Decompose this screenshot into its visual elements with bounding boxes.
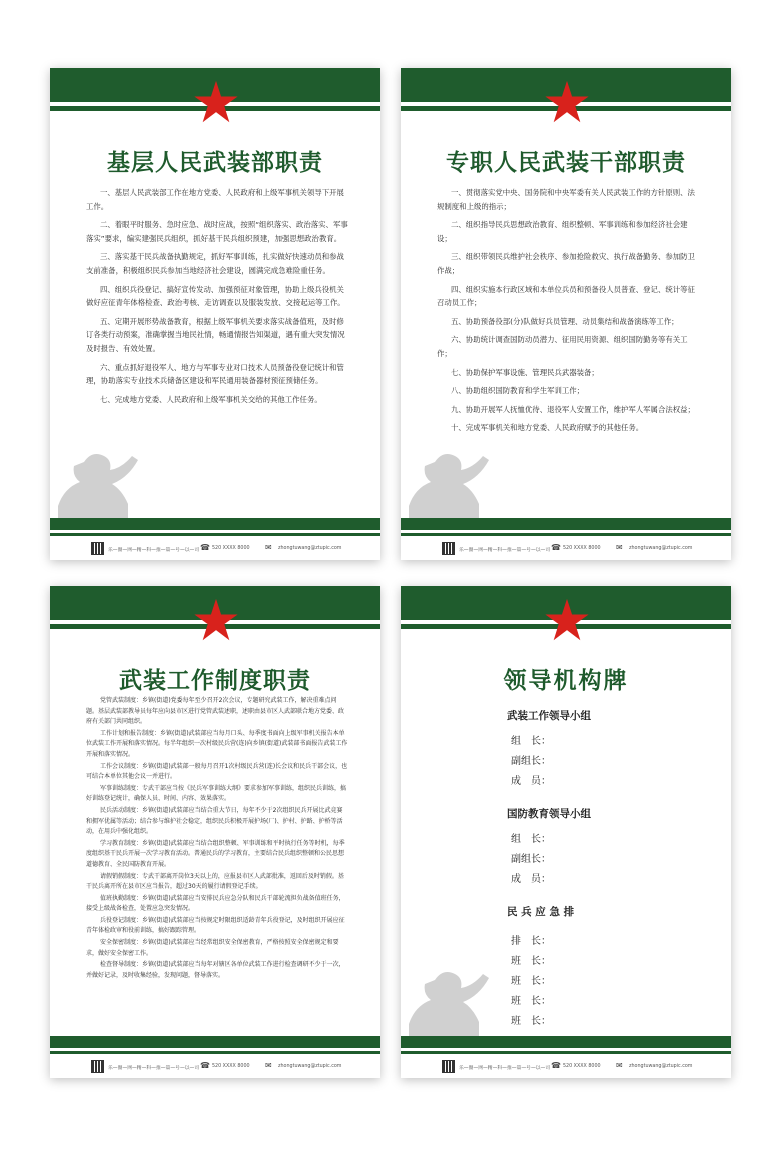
- qr-code-icon: [92, 1061, 103, 1072]
- duty-item: 五、定期开展形势战备教育，根据上级军事机关要求落实战备值班，及时修订各类行动预案，准确掌握当地民社情，畅通情报告知渠道，遇有重大突发情况及时报告、有效处置。: [86, 316, 345, 353]
- phone-icon: ☎: [551, 543, 561, 552]
- poster-title: 领导机构牌: [503, 668, 629, 694]
- poster-armed-dept-duties: [50, 68, 380, 560]
- system-item: 工作计划和报告制度：乡镇(街道)武装部应当每月口头、每季度书面向上级军事机关报告本单位武装工作开展和落实情况。每半年组织一次村级民兵营(连)向乡镇(街道)武装部书面报告武装工作开展和落实情况。: [86, 729, 348, 758]
- duty-item: 一、基层人民武装部工作在地方党委、人民政府和上级军事机关领导下开展工作。: [86, 188, 344, 211]
- phone-icon: ☎: [551, 1061, 561, 1070]
- qr-code-icon: [443, 543, 454, 554]
- footer: [50, 1057, 380, 1078]
- duty-item: 四、组织兵役登记、搞好宣传发动、加强预征对象管理，协助上级兵役机关做好应征青年体格检查、政治考核、走访调查以及服装发放、交接起运等工作。: [86, 284, 345, 308]
- footer-email: zhongtuwang@ztupic.com: [278, 1064, 342, 1069]
- member-row: 班 长：: [511, 996, 551, 1007]
- member-row: 排 长：: [511, 936, 551, 947]
- duty-item: 二、组织指导民兵思想政治教育、组织整顿、军事训练和参加经济社会建设；: [437, 220, 688, 243]
- duty-item: 六、协助统计调查国防动员潜力、征用民用资源、组织国防勤务等有关工作；: [437, 335, 688, 358]
- red-star-icon: [544, 79, 590, 125]
- system-item: 兵役登记制度：乡镇(街道)武装部应当按规定时限组织适龄青年兵役登记，及时组织开展应征青年体检政审和役前训练，搞好跟踪管理。: [86, 916, 345, 935]
- system-item: 军事训练制度：专武干部应当按《民兵军事训练大纲》要求参加军事训练，组织民兵训练，搞好训练登记统计，确保人员、时间、内容、效果落实。: [86, 784, 347, 803]
- saluting-soldier-icon: [405, 444, 515, 520]
- system-item: 检查督导制度：乡镇(街道)武装部应当每年对辖区各单位武装工作进行检查调研不少于一次，并做好记录，及时收集经验，发现问题，督导落实。: [86, 961, 345, 979]
- group-title: 国防教育领导小组: [507, 808, 591, 820]
- red-star-icon: [544, 597, 590, 643]
- duty-item: 五、协助预备役部(分)队做好兵员管理、动员集结和战备演练等工作；: [451, 316, 679, 326]
- footer-phone: 520 XXXX 8000: [563, 546, 601, 551]
- duty-item: 一、贯彻落实党中央、国务院和中央军委有关人民武装工作的方针原则、法规制度和上级的指示；: [437, 188, 695, 211]
- member-row: 副组长：: [511, 854, 551, 865]
- footer-phone: 520 XXXX 8000: [212, 1064, 250, 1069]
- red-star-icon: [193, 597, 239, 643]
- duty-item: 八、协助组织国防教育和学生军训工作；: [451, 386, 585, 396]
- bottom-green-stripe: [50, 1051, 380, 1054]
- saluting-soldier-icon: [405, 962, 515, 1038]
- mail-icon: ✉: [616, 1061, 623, 1070]
- system-item: 党管武装制度：乡镇(街道)党委每年至少召开2次会议，专题研究武装工作，解决重难点问题。基层武装部教导员每年应向县市区进行党管武装述职，述职由县市区人武部联合地方党委、政府有关部门共同组织。: [86, 697, 345, 726]
- group-title: 民 兵 应 急 排: [507, 906, 575, 918]
- qr-code-icon: [443, 1061, 454, 1072]
- poster-leadership-board: [401, 586, 731, 1078]
- footer-email: zhongtuwang@ztupic.com: [629, 546, 693, 551]
- member-row: 组 长：: [511, 736, 551, 747]
- footer-phone: 520 XXXX 8000: [212, 546, 250, 551]
- duty-list: [86, 186, 348, 411]
- system-item: 民兵活动制度：乡镇(街道)武装部应当结合重大节日，每年不少于2次组织民兵开展比武竞赛和拥军优属等活动；结合参与维护社会稳定，组织民兵积极开展护场(厂)、护村、护路、护桥等活动，在用兵中强化组织。: [86, 806, 343, 836]
- system-item: 工作会议制度：乡镇(街道)武装部一般每月召开1次村级民兵营(连)长会议和民兵干部会议，也可结合本单位其他会议一并进行。: [86, 762, 348, 781]
- bottom-green-band: [401, 518, 731, 530]
- bottom-green-stripe: [401, 533, 731, 536]
- bottom-green-stripe: [50, 533, 380, 536]
- member-row: 班 长：: [511, 976, 551, 987]
- member-row: 班 长：: [511, 1016, 551, 1027]
- bottom-green-stripe: [401, 1051, 731, 1054]
- duty-item: 二、着眼平时服务、急时应急、战时应战，按照“组织落实、政治落实、军事落实”要求，编实建强民兵组织，抓好基干民兵组织预建，加强思想政治教育。: [86, 220, 348, 243]
- group-title: 武装工作领导小组: [507, 710, 591, 722]
- bottom-green-band: [401, 1036, 731, 1048]
- footer-slogan: 乐—圈—网—精—科—推—篇—号—以—司: [459, 548, 551, 553]
- red-star-icon: [193, 79, 239, 125]
- footer-slogan: 乐—圈—网—精—科—推—篇—号—以—司: [108, 548, 200, 553]
- member-row: 成 员：: [511, 874, 551, 885]
- poster-title: 专职人民武装干部职责: [446, 150, 686, 176]
- bottom-green-band: [50, 1036, 380, 1048]
- duty-item: 十、完成军事机关和地方党委、人民政府赋予的其他任务。: [451, 423, 644, 433]
- system-item: 请假销假制度：专武干部离开岗位3天以上的，应报县市区人武部批准，返回后及时销假。基干民兵离开所在县市区应当报告，超过30天的履行请假登记手续。: [86, 872, 344, 891]
- system-item: 安全保密制度：乡镇(街道)武装部应当经常组织安全保密教育，严格按照安全保密规定和要求，做好安全保密工作。: [86, 939, 339, 957]
- phone-icon: ☎: [200, 543, 210, 552]
- bottom-green-band: [50, 518, 380, 530]
- footer: [401, 1057, 731, 1078]
- footer: [401, 539, 731, 560]
- duty-item: 六、重点抓好退役军人、地方与军事专业对口技术人员预备役登记统计和管理，协助落实专业技术兵储备区建设和军民通用装备器材预征预储任务。: [86, 362, 344, 386]
- duty-item: 七、协助保护军事设施、管理民兵武器装备；: [451, 367, 599, 377]
- duty-item: 七、完成地方党委、人民政府和上级军事机关交给的其他工作任务。: [100, 394, 322, 404]
- poster-title: 武装工作制度职责: [119, 668, 311, 694]
- poster-title: 基层人民武装部职责: [107, 150, 323, 176]
- poster-work-system-duties: [50, 586, 380, 1078]
- duty-item: 九、协助开展军人抚恤优待、退役军人安置工作，维护军人军属合法权益；: [451, 404, 695, 414]
- duty-item: 三、落实基干民兵战备执勤规定，抓好军事训练，扎实做好快速动员和参战支前准备，积极组织民兵参加当地经济社会建设，圆满完成急难险重任务。: [86, 252, 344, 275]
- footer-email: zhongtuwang@ztupic.com: [278, 546, 342, 551]
- duty-item: 三、组织带领民兵维护社会秩序、参加抢险救灾、执行战备勤务、参加防卫作战；: [437, 252, 695, 275]
- system-item: 学习教育制度：乡镇(街道)武装部应当结合组织整顿、军事训练和平时执行任务等时机，每季度组织基干民兵开展一次学习教育活动。普通民兵的学习教育，主要结合民兵组织整顿和公民思想道德教育、全民国防教育开展。: [86, 839, 345, 868]
- footer: [50, 539, 380, 560]
- system-list: [86, 696, 348, 982]
- mail-icon: ✉: [265, 543, 272, 552]
- duty-list: [437, 186, 699, 440]
- footer-slogan: 乐—圈—网—精—科—推—篇—号—以—司: [108, 1066, 200, 1071]
- member-row: 成 员：: [511, 776, 551, 787]
- member-row: 副组长：: [511, 756, 551, 767]
- poster-cadre-duties: [401, 68, 731, 560]
- member-row: 组 长：: [511, 834, 551, 845]
- phone-icon: ☎: [200, 1061, 210, 1070]
- footer-slogan: 乐—圈—网—精—科—推—篇—号—以—司: [459, 1066, 551, 1071]
- system-item: 值班执勤制度：乡镇(街道)武装部应当安排民兵应急分队和民兵干部轮流担负战备值班任务，接受上级战备检查，处置应急突发情况。: [86, 894, 345, 913]
- footer-email: zhongtuwang@ztupic.com: [629, 1064, 693, 1069]
- mail-icon: ✉: [265, 1061, 272, 1070]
- member-row: 班 长：: [511, 956, 551, 967]
- saluting-soldier-icon: [54, 444, 164, 520]
- duty-item: 四、组织实施本行政区域和本单位兵员和预备役人员普查、登记、统计等征召动员工作；: [437, 284, 695, 308]
- mail-icon: ✉: [616, 543, 623, 552]
- qr-code-icon: [92, 543, 103, 554]
- footer-phone: 520 XXXX 8000: [563, 1064, 601, 1069]
